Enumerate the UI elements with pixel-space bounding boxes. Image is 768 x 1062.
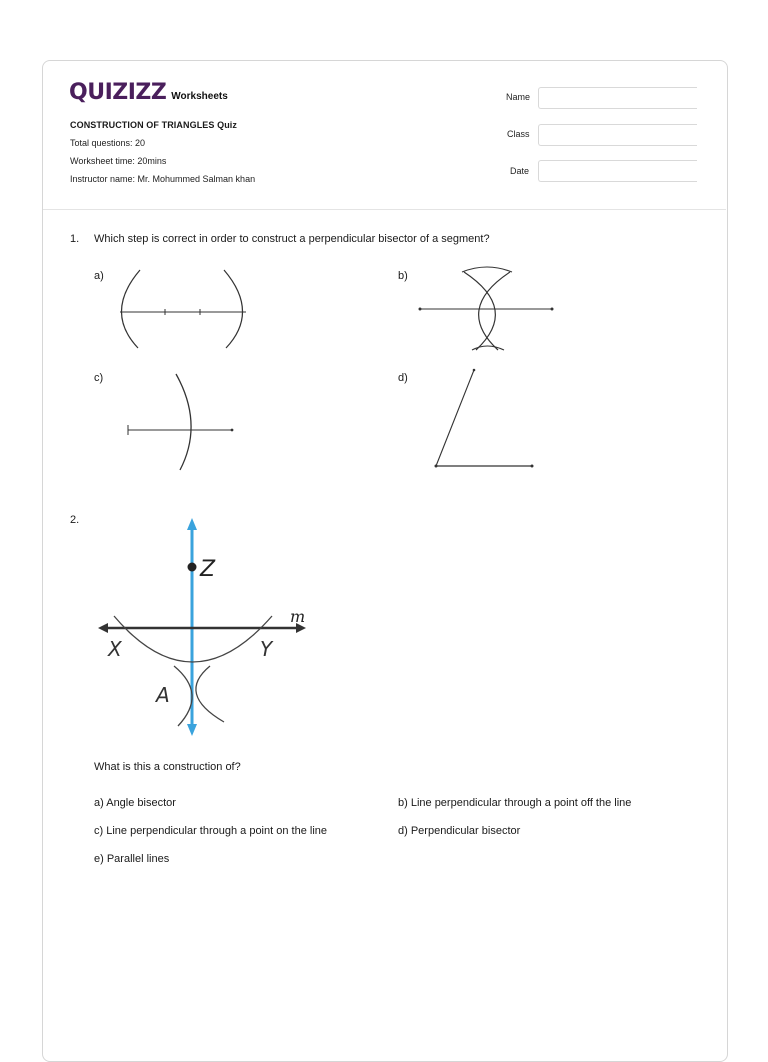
logo-subtitle: Worksheets	[171, 91, 228, 102]
choice-a[interactable]: a) Angle bisector	[94, 797, 176, 809]
question-2-number: 2.	[70, 514, 80, 526]
choice-e[interactable]: e) Parallel lines	[94, 853, 170, 865]
choice-b[interactable]: b) Line perpendicular through a point off the line	[398, 797, 632, 809]
label-a: A	[156, 683, 170, 707]
question-1-text: Which step is correct in order to construct a perpendicular bisector of a segment?	[94, 233, 490, 245]
question-2-figure	[92, 518, 322, 738]
logo-wordmark: QUIZIZZ	[69, 80, 167, 105]
question-2-text: What is this a construction of?	[94, 761, 241, 773]
option-a-figure	[112, 266, 252, 356]
class-label: Class	[507, 129, 530, 139]
quizizz-logo	[69, 80, 228, 105]
label-z: Z	[200, 557, 216, 582]
choice-d[interactable]: d) Perpendicular bisector	[398, 825, 521, 837]
label-m: m	[290, 607, 306, 626]
option-b-label: b)	[398, 270, 408, 282]
date-label: Date	[510, 166, 530, 176]
option-d-label: d)	[398, 372, 408, 384]
date-field[interactable]	[538, 160, 697, 182]
worksheet-time: Worksheet time: 20mins	[70, 156, 167, 166]
option-d-figure	[430, 366, 550, 476]
option-a-label: a)	[94, 270, 104, 282]
option-c-figure	[122, 370, 252, 480]
name-field[interactable]	[538, 87, 697, 109]
label-x: X	[108, 637, 122, 661]
class-field[interactable]	[538, 124, 697, 146]
option-b-figure	[414, 264, 564, 354]
quiz-title: CONSTRUCTION OF TRIANGLES Quiz	[70, 120, 237, 130]
name-label: Name	[506, 92, 531, 102]
total-questions: Total questions: 20	[70, 138, 146, 148]
option-c-label: c)	[94, 372, 104, 384]
question-1-number: 1.	[70, 233, 80, 245]
choice-c[interactable]: c) Line perpendicular through a point on the line	[94, 825, 327, 837]
label-y: Y	[260, 637, 273, 661]
instructor-name: Instructor name: Mr. Mohummed Salman khan	[70, 174, 256, 184]
header-divider	[43, 209, 726, 210]
